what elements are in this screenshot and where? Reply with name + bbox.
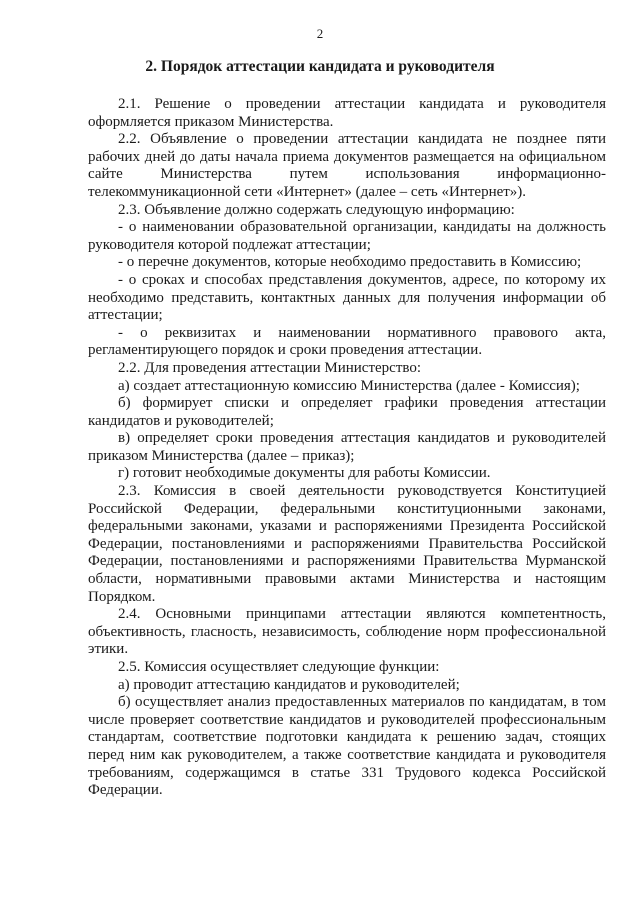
list-item: б) осуществляет анализ предоставленных материалов по кандидатам, в том числе проверяет соответствие кандидатов и руководителей профессиональным стандартам, соответствие подготовки кандидата к решению задач, стоящих перед ним как руководителем, а также соответствие кандидата и руководителя требованиям, содержащимся в статье 331 Трудового кодекса Российской Федерации. bbox=[88, 694, 606, 799]
page-number: 2 bbox=[316, 26, 324, 41]
list-item: б) формирует списки и определяет графики проведения аттестации кандидатов и руководителей; bbox=[88, 395, 606, 429]
list-item: а) проводит аттестацию кандидатов и руководителей; bbox=[118, 676, 460, 693]
document-body bbox=[88, 96, 606, 800]
paragraph: 2.5. Комиссия осуществляет следующие функции: bbox=[118, 659, 440, 675]
section-title: 2. Порядок аттестации кандидата и руководителя bbox=[145, 58, 495, 75]
paragraph: 2.2. Объявление о проведении аттестации кандидата не позднее пяти рабочих дней до даты начала приема документов размещается на официальном сайте Министерства путем использования информационно-телекоммуникационной сети «Интернет» (далее – сеть «Интернет»). bbox=[88, 131, 606, 200]
list-item: г) готовит необходимые документы для работы Комиссии. bbox=[118, 465, 491, 482]
list-item: - о реквизитах и наименовании нормативного правового акта, регламентирующего порядок и сроки проведения аттестации. bbox=[88, 324, 606, 359]
list-item: в) определяет сроки проведения аттестация кандидатов и руководителей приказом Министерства (далее – приказ); bbox=[88, 430, 606, 464]
list-item: - о наименовании образовательной организации, кандидаты на должность руководителя которой подлежат аттестации; bbox=[88, 219, 606, 253]
list-item: а) создает аттестационную комиссию Министерства (далее - Комиссия); bbox=[118, 377, 580, 394]
paragraph: 2.3. Объявление должно содержать следующую информацию: bbox=[118, 201, 515, 218]
paragraph: 2.1. Решение о проведении аттестации кандидата и руководителя оформляется приказом Министерства. bbox=[88, 96, 606, 130]
list-item: - о перечне документов, которые необходимо предоставить в Комиссию; bbox=[118, 254, 582, 271]
list-item: - о сроках и способах представления документов, адресе, по которому их необходимо представить, контактных данных для получения информации об аттестации; bbox=[88, 271, 606, 324]
paragraph: 2.2. Для проведения аттестации Министерство: bbox=[118, 359, 422, 376]
paragraph: 2.3. Комиссия в своей деятельности руководствуется Конституцией Российской Федерации, федеральными конституционными законами, федеральными законами, указами и распоряжениями Президента Российской Федерации, постановлениями и распоряжениями Правительства Российской Федерации, постановлениями и распоряжениями Правительства Мурманской области, нормативными правовыми актами Министерства и настоящим Порядком. bbox=[88, 483, 606, 605]
paragraph: 2.4. Основными принципами аттестации являются компетентность, объективность, гласность, независимость, соблюдение норм профессиональной этики. bbox=[88, 606, 606, 658]
